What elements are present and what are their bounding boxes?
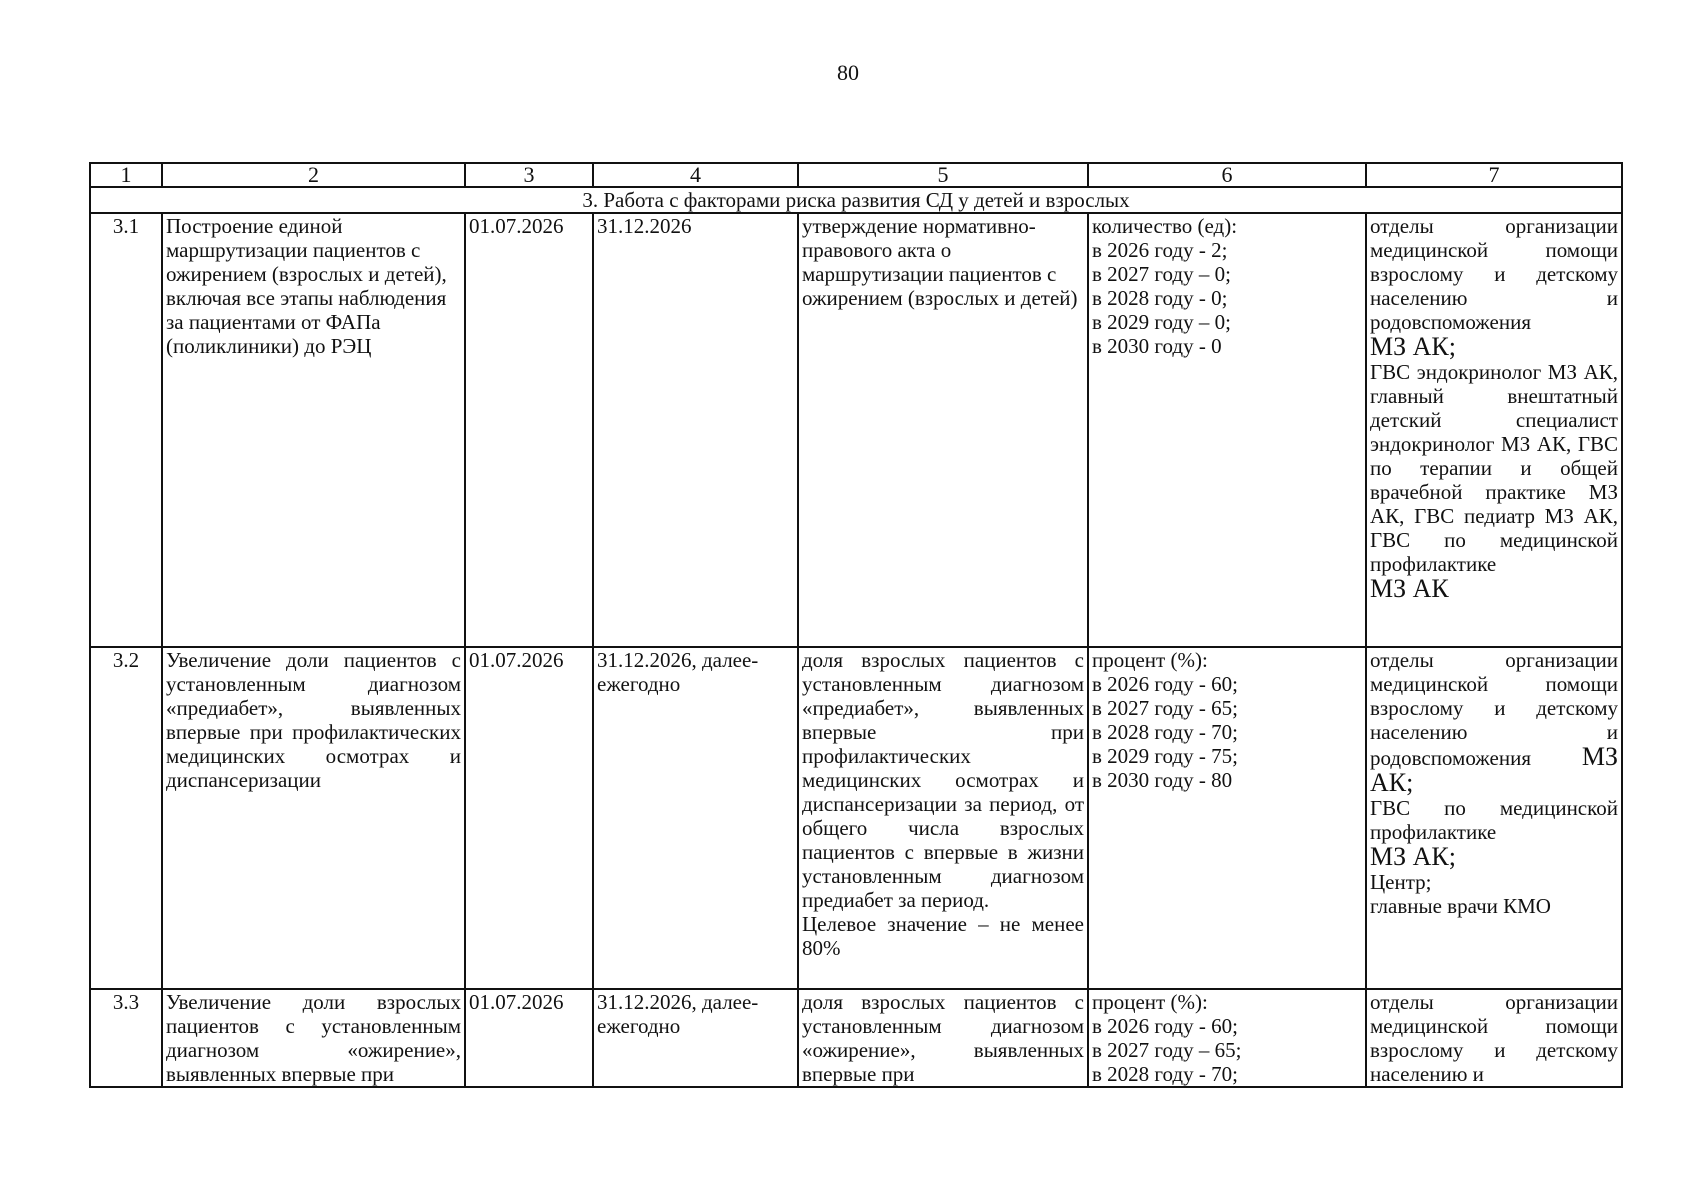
column-header: 6	[1088, 163, 1366, 187]
responsible-text-large: МЗ АК	[1370, 574, 1449, 603]
indicator-line: в 2028 году - 70;	[1092, 720, 1238, 744]
measures-table	[89, 162, 1623, 1088]
table-row	[90, 213, 1622, 647]
responsible-text-large: МЗ АК;	[1370, 842, 1456, 871]
column-number-row	[90, 163, 1622, 187]
responsible-cell	[1366, 213, 1622, 647]
expected-result: доля взрослых пациентов с установленным диагнозом «предиабет», выявленных впервые при профилактических медицинских осмотрах и диспансеризации за период, от общего числа взрослых пациентов с впервые в жизни установленным диагнозом предиабет за период.	[802, 648, 1084, 912]
indicator-line: в 2026 году - 60;	[1092, 672, 1238, 696]
end-date: 31.12.2026	[593, 213, 798, 647]
table-row	[90, 647, 1622, 989]
responsible-text: отделы организации медицинской помощи взрослому и детскому населению и родовспоможения	[1370, 214, 1618, 334]
indicator-cell	[1088, 647, 1366, 989]
column-header: 5	[798, 163, 1088, 187]
indicator-line: процент (%):	[1092, 648, 1208, 672]
event-description: Увеличение доли пациентов с установленным диагнозом «предиабет», выявленных впервые при профилактических медицинских осмотрах и диспансеризации	[162, 647, 465, 989]
event-description: Увеличение доли взрослых пациентов с установленным диагнозом «ожирение», выявленных впервые при	[162, 989, 465, 1087]
responsible-text-large: МЗ АК;	[1370, 332, 1456, 361]
responsible-text: ГВС по медицинской профилактике	[1370, 796, 1618, 844]
row-number: 3.3	[90, 989, 162, 1087]
indicator-line: в 2027 году – 65;	[1092, 1038, 1242, 1062]
responsible-text: отделы организации медицинской помощи взрослому и детскому населению и	[1366, 989, 1622, 1087]
responsible-text-large: МЗ АК;	[1370, 742, 1618, 797]
indicator-line: в 2026 году - 2;	[1092, 238, 1228, 262]
indicator-line: в 2030 году - 0	[1092, 334, 1222, 358]
indicator-line: процент (%):	[1092, 990, 1208, 1014]
responsible-text: главные врачи КМО	[1370, 894, 1551, 918]
column-header: 1	[90, 163, 162, 187]
section-row	[90, 187, 1622, 213]
indicator-line: количество (ед):	[1092, 214, 1238, 238]
expected-result-cell	[798, 647, 1088, 989]
responsible-text: отделы организации медицинской помощи взрослому и детскому населению и родовспоможения	[1370, 648, 1618, 770]
start-date: 01.07.2026	[465, 213, 593, 647]
indicator-line: в 2029 году – 0;	[1092, 310, 1231, 334]
event-description: Построение единой маршрутизации пациентов с ожирением (взрослых и детей), включая все этапы наблюдения за пациентами от ФАПа (поликлиники) до РЭЦ	[162, 213, 465, 647]
end-date: 31.12.2026, далее-ежегодно	[593, 989, 798, 1087]
indicator-line: в 2026 году - 60;	[1092, 1014, 1238, 1038]
indicator-line: в 2027 году – 0;	[1092, 262, 1231, 286]
section-title: 3. Работа с факторами риска развития СД у детей и взрослых	[90, 187, 1622, 213]
indicator-line: в 2028 году - 70;	[1092, 1062, 1238, 1086]
indicator-cell	[1088, 989, 1366, 1087]
page-number: 80	[837, 60, 859, 85]
indicator-line: в 2028 году - 0;	[1092, 286, 1228, 310]
end-date: 31.12.2026, далее-ежегодно	[593, 647, 798, 989]
indicator-line: в 2029 году - 75;	[1092, 744, 1238, 768]
column-header: 2	[162, 163, 465, 187]
responsible-text: ГВС эндокринолог МЗ АК, главный внештатный детский специалист эндокринолог МЗ АК, ГВС по терапии и общей врачебной практике МЗ АК, ГВС педиатр МЗ АК, ГВС по медицинской профилактике	[1370, 360, 1618, 576]
responsible-text: Центр;	[1370, 870, 1432, 894]
column-header: 4	[593, 163, 798, 187]
column-header: 3	[465, 163, 593, 187]
expected-result: утверждение нормативно-правового акта о маршрутизации пациентов с ожирением (взрослых и детей)	[798, 213, 1088, 647]
responsible-cell	[1366, 647, 1622, 989]
indicator-line: в 2030 году - 80	[1092, 768, 1233, 792]
expected-result: доля взрослых пациентов с установленным диагнозом «ожирение», выявленных впервые при	[798, 989, 1088, 1087]
row-number: 3.2	[90, 647, 162, 989]
column-header: 7	[1366, 163, 1622, 187]
table-row	[90, 989, 1622, 1087]
start-date: 01.07.2026	[465, 647, 593, 989]
row-number: 3.1	[90, 213, 162, 647]
start-date: 01.07.2026	[465, 989, 593, 1087]
indicator-cell	[1088, 213, 1366, 647]
indicator-line: в 2027 году - 65;	[1092, 696, 1238, 720]
target-value: Целевое значение – не менее 80%	[802, 912, 1084, 960]
